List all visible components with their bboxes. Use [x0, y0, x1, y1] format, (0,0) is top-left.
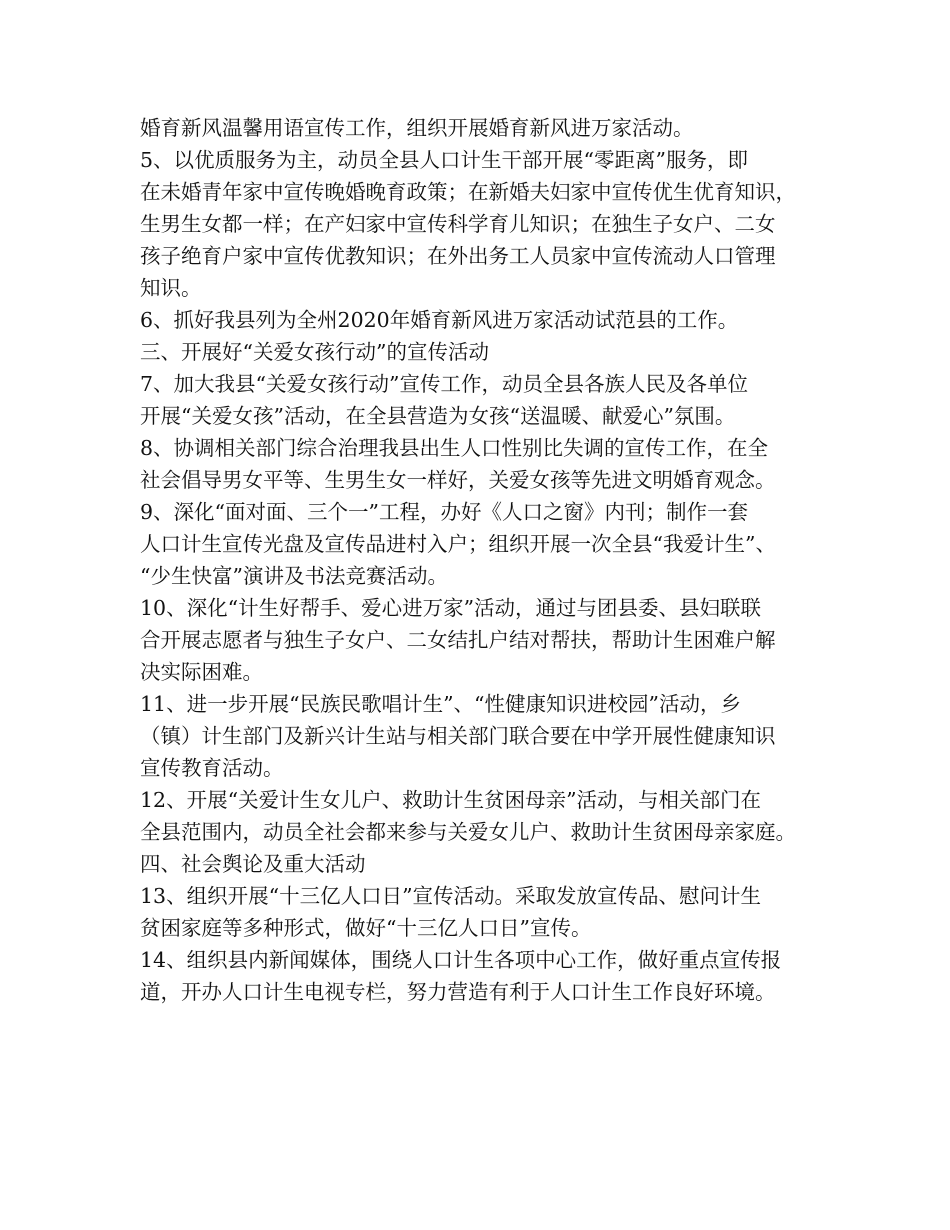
text-line: 人口计生宣传光盘及宣传品进村入户；组织开展一次全县“我爱计生”、	[140, 532, 776, 556]
text-line: 14、组织县内新闻媒体，围绕人口计生各项中心工作，做好重点宣传报	[140, 948, 782, 972]
text-line: 孩子绝育户家中宣传优教知识；在外出务工人员家中宣传流动人口管理	[140, 244, 776, 268]
section-heading: 三、开展好“关爱女孩行动”的宣传活动	[140, 340, 489, 364]
text-line: 12、开展“关爱计生女儿户、救助计生贫困母亲”活动，与相关部门在	[140, 788, 762, 812]
text-line: 在未婚青年家中宣传晚婚晚育政策；在新婚夫妇家中宣传优生优育知识，	[140, 180, 796, 204]
text-line: 9、深化“面对面、三个一”工程，办好《人口之窗》内刊；制作一套	[140, 500, 749, 524]
text-line: 11、进一步开展“民族民歌唱计生”、“性健康知识进校园”活动，乡	[140, 692, 742, 716]
text-line: 13、组织开展“十三亿人口日”宣传活动。采取发放宣传品、慰问计生	[140, 884, 762, 908]
text-line: 开展“关爱女孩”活动，在全县营造为女孩“送温暖、献爱心”氛围。	[140, 404, 736, 428]
text-line: 全县范围内，动员全社会都来参与关爱女儿户、救助计生贫困母亲家庭。	[140, 820, 796, 844]
text-line: 10、深化“计生好帮手、爱心进万家”活动，通过与团县委、县妇联联	[140, 596, 762, 620]
text-line: 合开展志愿者与独生子女户、二女结扎户结对帮扶，帮助计生困难户解	[140, 628, 776, 652]
text-line: 5、以优质服务为主，动员全县人口计生干部开展“零距离”服务，即	[140, 148, 749, 172]
text-line: 知识。	[140, 276, 202, 300]
text-line: 8、协调相关部门综合治理我县出生人口性别比失调的宣传工作，在全	[140, 436, 769, 460]
text-line: 7、加大我县“关爱女孩行动”宣传工作，动员全县各族人民及各单位	[140, 372, 749, 396]
text-line: 贫困家庭等多种形式，做好“十三亿人口日”宣传。	[140, 916, 592, 940]
text-line: 6、抓好我县列为全州2020年婚育新风进万家活动试范县的工作。	[140, 308, 739, 332]
text-line: 社会倡导男女平等、生男生女一样好，关爱女孩等先进文明婚育观念。	[140, 468, 776, 492]
text-line: 婚育新风温馨用语宣传工作，组织开展婚育新风进万家活动。	[140, 116, 694, 140]
text-line: 道，开办人口计生电视专栏，努力营造有利于人口计生工作良好环境。	[140, 980, 776, 1004]
text-line: 生男生女都一样；在产妇家中宣传科学育儿知识；在独生子女户、二女	[140, 212, 776, 236]
text-line: 宣传教育活动。	[140, 756, 284, 780]
text-line: （镇）计生部门及新兴计生站与相关部门联合要在中学开展性健康知识	[140, 724, 776, 748]
section-heading: 四、社会舆论及重大活动	[140, 852, 366, 876]
text-line: “少生快富”演讲及书法竞赛活动。	[140, 564, 448, 588]
document-body	[140, 112, 830, 1008]
text-line: 决实际困难。	[140, 660, 263, 684]
